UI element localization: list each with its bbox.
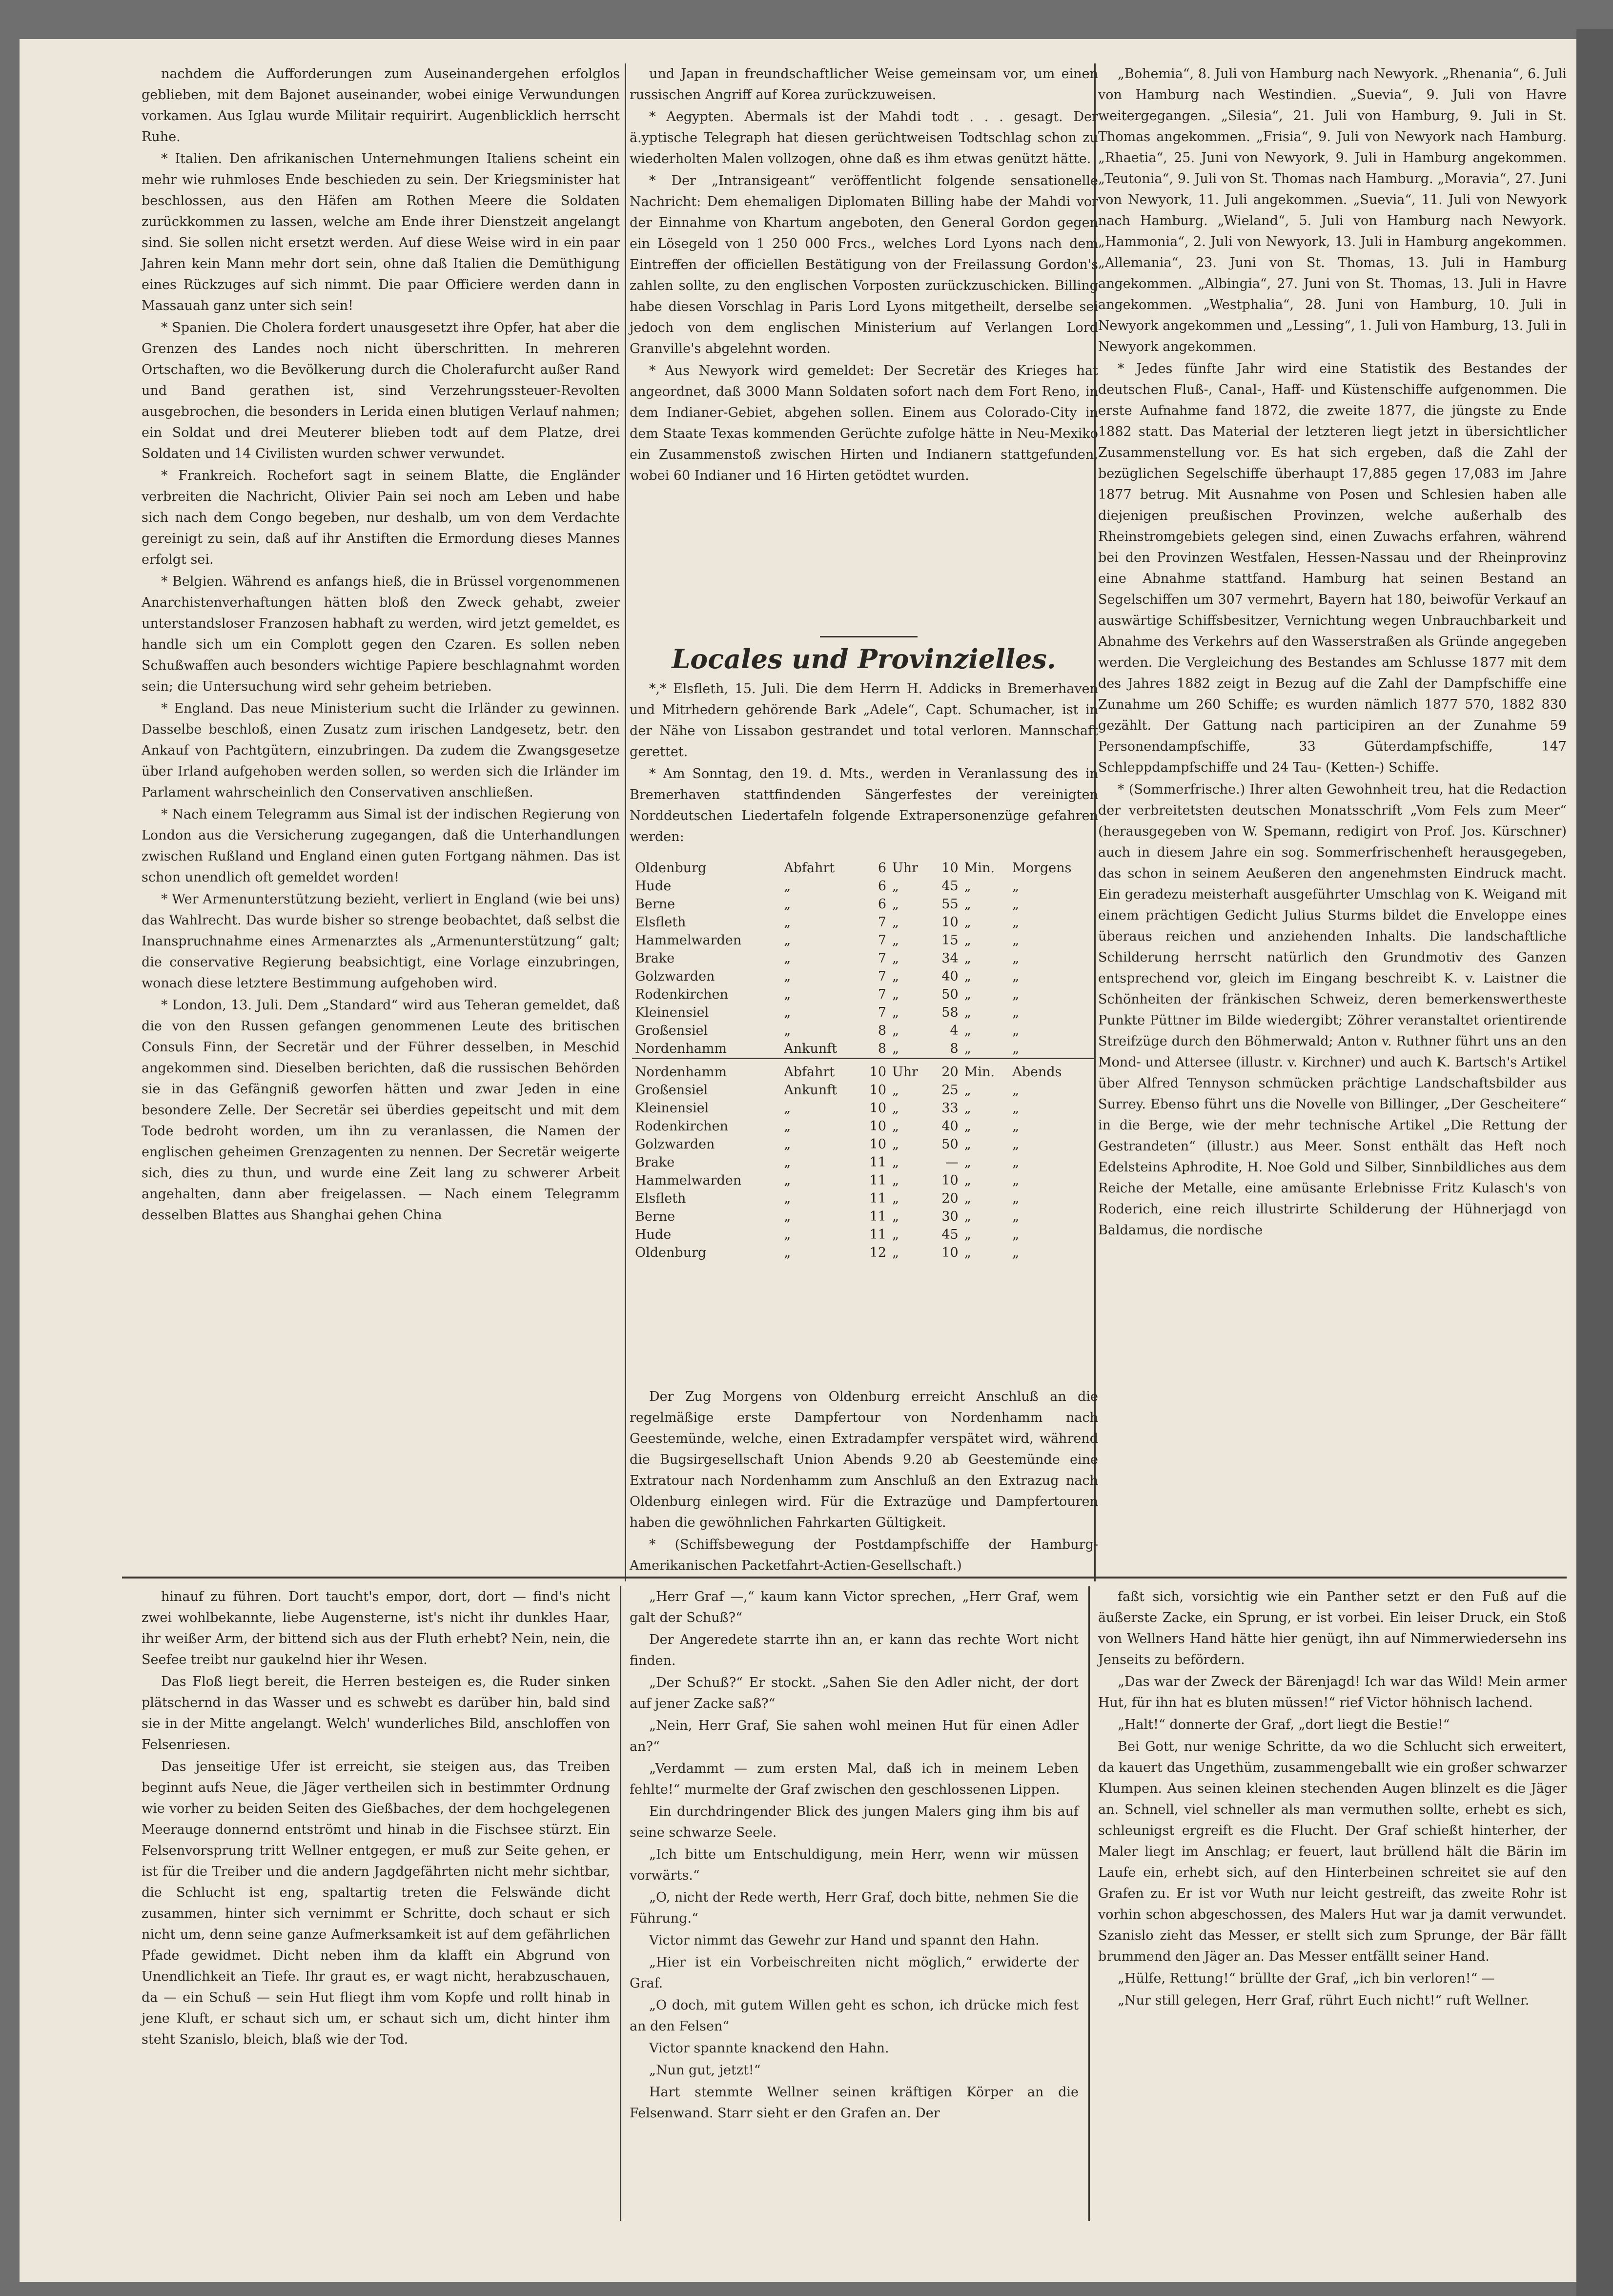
story-rule-1 <box>620 1586 621 2221</box>
timetable-cell: Morgens <box>1012 861 1072 876</box>
timetable-cell: 10 <box>869 1101 886 1116</box>
paragraph: * Nach einem Telegramm aus Simal ist der indischen Regierung von London aus die Versicherung zugegangen, daß die Unterhandlungen zwischen Rußland und England einen guten Fortgang nähmen. Das ist schon unendlich oft gemeldet worden! <box>142 807 620 885</box>
paragraph: Victor nimmt das Gewehr zur Hand und spannt den Hahn. <box>649 1933 1040 1948</box>
timetable-row <box>632 1040 1096 1059</box>
news-column-3 <box>1098 63 1567 1528</box>
timetable-row <box>632 1208 1096 1226</box>
timetable-cell: 11 <box>869 1227 886 1242</box>
timetable-cell: 30 <box>941 1209 959 1224</box>
paragraph: „Ich bitte um Entschuldigung, mein Herr, wenn wir müssen vorwärts.“ <box>630 1847 1079 1883</box>
section-heading: Locales und Provinzielles. <box>672 643 1056 675</box>
timetable-cell: „ <box>892 897 899 912</box>
timetable-cell: 7 <box>878 951 886 966</box>
feuilleton-column-3 <box>1098 1586 1567 2221</box>
timetable-cell: 7 <box>878 915 886 930</box>
timetable-cell: 10 <box>869 1119 886 1134</box>
timetable-cell: „ <box>892 1023 899 1038</box>
paragraph: Das jenseitige Ufer ist erreicht, sie steigen aus, das Treiben beginnt aufs Neue, die Jäger vertheilen sich in bestimmter Ordnung wie vorher zu beiden Seiten des Gießbaches, der dem hochgelegenen Meerauge donnernd entströmt und hinab in die Fischsee stürzt. Ein Felsenvorsprung tritt Wellner entgegen, er muß zur Seite gehen, er ist für die Treiber und die andern Jagdgefährten nicht mehr sichtbar, die Schlucht ist eng, spaltartig treten die Felswände dicht zusammen, hinter sich vernimmt er Schritte, doch schaut er sich nicht um, denn seine ganze Aufmerksamkeit ist auf dem gefährlichen Pfade gewidmet. Dicht neben ihm da klafft ein Abgrund von Unendlichkeit an Tiefe. Ihr graut es, er wagt nicht, herabzuschauen, da — ein Schuß — sein Hut fliegt ihm vom Kopfe und rollt hinab in jene Kluft, er schaut sich um, er schaut sich um, dicht hinter ihm steht Szanislo, bleich, blaß wie der Tod. <box>142 1759 610 2047</box>
timetable-cell: „ <box>892 933 899 948</box>
timetable-cell: 15 <box>941 933 959 948</box>
paragraph: faßt sich, vorsichtig wie ein Panther setzt er den Fuß auf die äußerste Zacke, ein Sprung, er ist vorbei. Ein leiser Druck, ein Stoß von Wellners Hand hätte hier genügt, ihn auf Nimmerwiedersehn ins Jenseits zu befördern. <box>1098 1589 1567 1667</box>
timetable-cell: 6 <box>878 861 886 876</box>
timetable-cell: „ <box>1012 1083 1020 1098</box>
timetable-cell: 20 <box>941 1191 959 1206</box>
section-rule <box>820 636 918 637</box>
timetable-cell: 12 <box>869 1245 886 1260</box>
paragraph: hinauf zu führen. Dort taucht's empor, dort, dort — find's nicht zwei wohlbekannte, liebe Augensterne, ist's nicht ihr dunkles Haar, ihr weißer Arm, der bittend sich aus der Fluth erhebt? Nein, nein, die Seefee treibt nur gaukelnd hier ihr Wesen. <box>142 1589 610 1667</box>
timetable-cell: „ <box>1012 879 1020 894</box>
timetable-cell: „ <box>964 1227 971 1242</box>
timetable-cell: „ <box>892 1191 899 1206</box>
feuilleton-column-1 <box>142 1586 610 2221</box>
paragraph: Der Angeredete starrte ihn an, er kann das rechte Wort nicht finden. <box>630 1632 1079 1668</box>
timetable-row <box>632 1004 1096 1022</box>
paragraph: „Das war der Zweck der Bärenjagd! Ich war das Wild! Mein armer Hut, für ihn hat es bluten müssen!“ rief Victor höhnisch lachend. <box>1098 1674 1567 1710</box>
timetable-cell: Großensiel <box>635 1083 708 1098</box>
paragraph: * Der „Intransigeant“ veröffentlicht folgende sensationelle Nachricht: Dem ehemaligen Diplomaten Billing habe der Mahdi vor der Einnahme von Khartum angeboten, den General Gordon gegen ein Lösegeld von 1 250 000 Frcs., welches Lord Lyons nach dem Eintreffen der officiellen Bestätigung von der Freilassung Gordon's zahlen sollte, zu den englischen Vorposten zurückzuschicken. Billing habe diesen Vorschlag in Paris Lord Lyons mitgetheilt, derselbe sei jedoch von dem englischen Ministerium auf Verlangen Lord Granville's abgelehnt worden. <box>630 173 1098 356</box>
timetable-cell: 50 <box>941 1137 959 1152</box>
timetable-cell: 10 <box>941 861 959 876</box>
timetable-row <box>632 1063 1096 1081</box>
timetable-cell: 11 <box>869 1191 886 1206</box>
timetable-cell: „ <box>784 1023 791 1038</box>
timetable-row <box>632 967 1096 985</box>
timetable-cell: Elsfleth <box>635 915 686 930</box>
timetable-row <box>632 895 1096 913</box>
timetable-cell: „ <box>1012 1119 1020 1134</box>
timetable-cell: „ <box>784 897 791 912</box>
timetable-cell: „ <box>1012 1005 1020 1020</box>
timetable-cell: „ <box>784 1005 791 1020</box>
paragraph: Ein durchdringender Blick des jungen Malers ging ihm bis auf seine schwarze Seele. <box>630 1804 1079 1840</box>
paragraph: „Herr Graf —,“ kaum kann Victor sprechen, „Herr Graf, wem galt der Schuß?“ <box>630 1589 1079 1625</box>
timetable-row <box>632 931 1096 949</box>
paragraph: „O doch, mit gutem Willen geht es schon, ich drücke mich fest an den Felsen“ <box>630 1998 1079 2034</box>
timetable-cell: „ <box>784 879 791 894</box>
timetable-cell: 6 <box>878 897 886 912</box>
timetable-cell: Brake <box>635 951 675 966</box>
timetable-cell: „ <box>784 987 791 1002</box>
timetable-cell: 10 <box>941 915 959 930</box>
timetable-cell: Min. <box>964 1065 995 1080</box>
timetable-cell: 8 <box>878 1041 886 1056</box>
timetable-cell: „ <box>892 1005 899 1020</box>
timetable-cell: „ <box>1012 1101 1020 1116</box>
timetable-cell: Ankunft <box>784 1083 837 1098</box>
feuilleton-rule <box>122 1577 1567 1578</box>
timetable-cell: Oldenburg <box>635 861 707 876</box>
paragraph: und Japan in freundschaftlicher Weise gemeinsam vor, um einen russischen Angriff auf Korea zurückzuweisen. <box>630 66 1098 102</box>
timetable-cell: Rodenkirchen <box>635 1119 729 1134</box>
timetable-cell: „ <box>964 897 971 912</box>
timetable-cell: „ <box>964 915 971 930</box>
column-rule-1 <box>625 63 626 1581</box>
timetable-cell: 10 <box>869 1137 886 1152</box>
timetable-cell: 7 <box>878 987 886 1002</box>
timetable-cell: „ <box>892 1083 899 1098</box>
timetable-cell: 10 <box>869 1065 886 1080</box>
timetable-cell: „ <box>784 951 791 966</box>
timetable-cell: Kleinensiel <box>635 1101 709 1116</box>
timetable-cell: „ <box>964 1023 971 1038</box>
timetable-cell: „ <box>892 1041 899 1056</box>
timetable-cell: „ <box>964 1137 971 1152</box>
timetable-cell: „ <box>964 879 971 894</box>
timetable-cell: „ <box>784 1209 791 1224</box>
timetable-row <box>632 877 1096 895</box>
timetable-cell: „ <box>1012 1245 1020 1260</box>
timetable-cell: „ <box>784 1173 791 1188</box>
timetable-cell: Nordenhamm <box>635 1065 727 1080</box>
timetable-cell: 10 <box>941 1245 959 1260</box>
timetable-cell: 11 <box>869 1173 886 1188</box>
timetable-cell: „ <box>892 1101 899 1116</box>
timetable-cell: „ <box>892 1173 899 1188</box>
paragraph: Bei Gott, nur wenige Schritte, da wo die Schlucht sich erweitert, da kauert das Ungethüm, zusammengeballt wie ein großer schwarzer Klumpen. Aus seinen kleinen stechenden Augen blinzelt es die Jäger an. Schnell, viel schneller als man vermuthen sollte, erhebt es sich, schleunigst ergreift es die Flucht. Der Graf schießt hinterher, der Maler liegt im Anschlag; er feuert, laut brüllend hält die Bärin im Laufe ein, erhebt sich, auf den Hinterbeinen schreitet sie auf den Grafen zu. Er ist vor Wuth nur leicht gestreift, das zweite Rohr ist vorhin schon abgeschossen, des Malers Hut war ja damit verwundet. Szanislo zieht das Messer, er stellt sich zum Sprunge, der Bär fällt brummend den Jäger an. Das Messer entfällt seiner Hand. <box>1098 1739 1567 1964</box>
paragraph: Victor spannte knackend den Hahn. <box>649 2041 889 2056</box>
timetable-cell: „ <box>784 933 791 948</box>
timetable-row <box>632 1135 1096 1153</box>
timetable-cell: „ <box>1012 1155 1020 1170</box>
timetable-cell: „ <box>964 1119 971 1134</box>
timetable-row <box>632 1171 1096 1189</box>
news-column-2 <box>630 63 1098 630</box>
timetable-cell: „ <box>784 1137 791 1152</box>
timetable-cell: 4 <box>950 1023 959 1038</box>
timetable-cell: 7 <box>878 969 886 984</box>
timetable-cell: „ <box>1012 969 1020 984</box>
timetable-row <box>632 949 1096 967</box>
paragraph: „Nein, Herr Graf, Sie sahen wohl meinen Hut für einen Adler an?“ <box>630 1718 1079 1754</box>
paragraph: * Aegypten. Abermals ist der Mahdi todt . . . gesagt. Der ä.yptische Telegraph hat diesen gerüchtweisen Todtschlag schon zu wiederholten Malen vollzogen, ohne daß es ihm etwas genützt hätte. <box>630 109 1098 166</box>
timetable-row <box>632 913 1096 931</box>
timetable-cell: „ <box>1012 933 1020 948</box>
paragraph: *,* Elsfleth, 15. Juli. Die dem Herrn H. Addicks in Bremerhaven und Mitrhedern gehörende Bark „Adele“, Capt. Schumacher, ist in der Nähe von Lissabon gestrandet und total verloren. Mannschaft gerettet. <box>630 681 1098 759</box>
timetable-cell: Berne <box>635 1209 675 1224</box>
timetable-cell: „ <box>964 933 971 948</box>
paragraph: * (Schiffsbewegung der Postdampfschiffe der Hamburg-Amerikanischen Packetfahrt-Actien-Gesellschaft.) <box>630 1537 1098 1573</box>
paragraph: Der Zug Morgens von Oldenburg erreicht Anschluß an die regelmäßige erste Dampfertour von Nordenhamm nach Geestemünde, welche, einen Extradampfer verspätet wird, während die Bugsirgesellschaft Union Abends 9.20 ab Geestemünde eine Extratour nach Nordenhamm zum Anschluß an den Extrazug nach Oldenburg einlegen wird. Für die Extrazüge und Dampfertouren haben die gewöhnlichen Fahrkarten Gültigkeit. <box>630 1389 1098 1530</box>
timetable-cell: 45 <box>941 1227 959 1242</box>
timetable-row <box>632 985 1096 1004</box>
timetable-divider-cell <box>632 1059 1096 1064</box>
timetable-row <box>632 1099 1096 1117</box>
timetable-cell: 25 <box>941 1083 959 1098</box>
timetable-cell: „ <box>1012 1227 1020 1242</box>
paragraph: „Halt!“ donnerte der Graf, „dort liegt die Bestie!“ <box>1118 1717 1450 1732</box>
timetable-cell: 8 <box>950 1041 959 1056</box>
story-rule-2 <box>1088 1586 1090 2221</box>
timetable-cell: „ <box>1012 951 1020 966</box>
timetable-cell: „ <box>1012 915 1020 930</box>
paragraph: „Der Schuß?“ Er stockt. „Sahen Sie den Adler nicht, der dort auf jener Zacke saß?“ <box>630 1675 1079 1711</box>
timetable-cell: 8 <box>878 1023 886 1038</box>
timetable-cell: „ <box>964 987 971 1002</box>
timetable-cell: „ <box>892 987 899 1002</box>
timetable-cell: „ <box>892 1209 899 1224</box>
timetable-cell: „ <box>1012 897 1020 912</box>
timetable-cell: „ <box>1012 1041 1020 1056</box>
timetable-cell: „ <box>892 1155 899 1170</box>
timetable-cell: 20 <box>941 1065 959 1080</box>
timetable-cell: 11 <box>869 1209 886 1224</box>
timetable-cell: „ <box>784 969 791 984</box>
timetable-cell: Min. <box>964 861 995 876</box>
timetable-cell: 45 <box>941 879 959 894</box>
paragraph: * (Sommerfrische.) Ihrer alten Gewohnheit treu, hat die Redaction der verbreitetsten deutschen Monatsschrift „Vom Fels zum Meer“ (herausgegeben von W. Spemann, redigirt von Prof. Jos. Kürschner) auch in diesem Jahre ein sog. Sommerfrischenheft herausgegeben, das schon in seinem Aeußeren den angenehmsten Eindruck macht. Ein geradezu meisterhaft ausgeführter Umschlag von K. Weigand mit einem prächtigen Gedicht Julius Sturms bildet die Enveloppe eines überaus reichen und anziehenden Inhalts. Die landschaftliche Schilderung herrscht natürlich den Grundmotiv des Ganzen entsprechend vor, gleich im Eingang beschreibt K. v. Laistner die Schönheiten der fränkischen Schweiz, deren bemerkenswertheste Punkte Püttner im Bilde wiedergibt; Zöhrer veranstaltet orientirende Streifzüge durch den Böhmerwald; Anton v. Ruthner führt uns an den Mond- und Attersee (illustr. v. Kirchner) und auch K. Bartsch's Artikel über Alfred Tennyson schmücken prächtige Landschaftsbilder aus Surrey. Ebenso führt uns die Novelle von Billinger, „Der Gescheitere“ in die Berge, wie der mehr technische Artikel „Die Rettung der Gestrandeten“ (illustr.) aus Meer. Sonst enthält das Heft noch Edelsteins Aphrodite, H. Noe Gold und Silber, Sinnbildliches aus dem Reiche der Metalle, eine amüsante Erlebnisse Fritz Kulasch's von Roderich, eine reich illustrirte Schilderung der Hühnerjagd von Baldamus, die nordische <box>1098 782 1567 1238</box>
timetable-cell: 50 <box>941 987 959 1002</box>
timetable-cell: 40 <box>941 1119 959 1134</box>
paragraph: „Hier ist ein Vorbeischreiten nicht möglich,“ erwiderte der Graf. <box>630 1955 1079 1991</box>
paragraph: „Bohemia“, 8. Juli von Hamburg nach Newyork. „Rhenania“, 6. Juli von Hamburg nach Westindien. „Suevia“, 9. Juli von Havre weitergegangen. „Silesia“, 21. Juli von Hamburg, 9. Juli in St. Thomas angekommen. „Frisia“, 9. Juli von Newyork nach Hamburg. „Rhaetia“, 25. Juni von Newyork, 9. Juli in Hamburg angekommen. „Teutonia“, 9. Juli von St. Thomas nach Hamburg. „Moravia“, 27. Juni von Newyork, 11. Juli angekommen. „Suevia“, 11. Juli von Newyork nach Hamburg. „Wieland“, 5. Juli von Hamburg nach Newyork. „Hammonia“, 2. Juli von Newyork, 13. Juli in Hamburg angekommen. „Allemania“, 23. Juni von St. Thomas, 13. Juli in Hamburg angekommen. „Albingia“, 27. Juni von St. Thomas, 13. Juli in Havre angekommen. „Westphalia“, 28. Juni von Hamburg, 10. Juli in Newyork angekommen und „Lessing“, 1. Juli von Hamburg, 13. Juli in Newyork angekommen. <box>1098 66 1567 354</box>
timetable-cell: „ <box>964 1005 971 1020</box>
timetable-cell: „ <box>784 1191 791 1206</box>
timetable-cell: „ <box>892 1245 899 1260</box>
timetable-cell: „ <box>784 1227 791 1242</box>
paragraph: * England. Das neue Ministerium sucht die Irländer zu gewinnen. Dasselbe beschloß, einen Zusatz zum irischen Landgesetz, betr. den Ankauf von Pachtgütern, einzubringen. Da zudem die Zwangsgesetze über Irland aufgehoben werden sollen, so werden sich die Irländer im Parlament wahrscheinlich den Conservativen anschließen. <box>142 701 620 800</box>
paragraph: Das Floß liegt bereit, die Herren besteigen es, die Ruder sinken plätschernd in das Wasser und es schwebt es darüber hin, bald sind sie in der Mitte angelangt. Welch' wunderliches Bild, anschloffen von Felsenriesen. <box>142 1674 610 1752</box>
timetable-cell: Nordenhamm <box>635 1041 727 1056</box>
timetable-row <box>632 1244 1096 1262</box>
paragraph: „Verdammt — zum ersten Mal, daß ich in meinem Leben fehlte!“ murmelte der Graf zwischen den geschlossenen Lippen. <box>630 1761 1079 1797</box>
feuilleton-column-2 <box>630 1586 1079 2221</box>
timetable-cell: Großensiel <box>635 1023 708 1038</box>
timetable-cell: Hude <box>635 1227 672 1242</box>
timetable-row <box>632 859 1096 877</box>
paragraph: * London, 13. Juli. Dem „Standard“ wird aus Teheran gemeldet, daß die von den Russen gefangen genommenen Leute des britischen Consuls Finn, der Secretär und der Führer desselben, in Meschid angekommen sind. Dieselben berichten, daß die russischen Behörden sie in das Gefängniß geworfen hätten und zwar Jeden in eine besondere Zelle. Der Secretär sei überdies gepeitscht und mit dem Tode bedroht worden, um ihn zu veranlassen, die Namen der englischen geheimen Grenzagenten zu nennen. Der Secretär weigerte sich, dies zu thun, und wurde eine Zeit lang zu schwerer Arbeit angehalten, dann aber freigelassen. — Nach einem Telegramm desselben Blattes aus Shanghai gehen China <box>142 998 620 1223</box>
timetable-cell: 58 <box>941 1005 959 1020</box>
timetable-row <box>632 1189 1096 1208</box>
timetable-cell: „ <box>892 951 899 966</box>
timetable-cell: „ <box>892 969 899 984</box>
timetable-cell: „ <box>964 1155 971 1170</box>
timetable-cell: 40 <box>941 969 959 984</box>
timetable-cell: „ <box>964 951 971 966</box>
timetable-cell: „ <box>964 969 971 984</box>
timetable-cell: Abends <box>1012 1065 1062 1080</box>
timetable-cell: „ <box>964 1101 971 1116</box>
paragraph: * Wer Armenunterstützung bezieht, verliert in England (wie bei uns) das Wahlrecht. Das wurde bisher so strenge beobachtet, daß selbst die Inanspruchnahme eines Armenarztes als „Armenunterstützung“ galt; die conservative Regierung beabsichtigt, eine Vorlage einzubringen, wonach diese letztere Bestimmung aufgehoben wird. <box>142 892 620 991</box>
timetable-cell: „ <box>1012 987 1020 1002</box>
timetable-cell: 34 <box>941 951 959 966</box>
timetable-cell: Ankunft <box>784 1041 837 1056</box>
paragraph: „Nur still gelegen, Herr Graf, rührt Euch nicht!“ ruft Wellner. <box>1118 1993 1530 2008</box>
timetable-cell: Oldenburg <box>635 1245 707 1260</box>
timetable-row <box>632 1117 1096 1135</box>
timetable-cell: 11 <box>869 1155 886 1170</box>
timetable-cell: Hammelwarden <box>635 1173 742 1188</box>
timetable-row <box>632 1022 1096 1040</box>
paragraph: * Frankreich. Rochefort sagt in seinem Blatte, die Engländer verbreiten die Nachricht, Olivier Pain sei noch am Leben und habe sich nach dem Congo begeben, nur deshalb, um von dem Verdachte gereinigt zu sein, daß auf ihr Anstiften die Ermordung dieses Mannes erfolgt sei. <box>142 468 620 567</box>
timetable-cell: „ <box>964 1173 971 1188</box>
timetable-cell: 7 <box>878 933 886 948</box>
timetable-cell: Abfahrt <box>784 1065 835 1080</box>
timetable-cell: Abfahrt <box>784 861 835 876</box>
timetable-cell: Uhr <box>892 861 919 876</box>
timetable-row <box>632 1081 1096 1099</box>
paragraph: * Jedes fünfte Jahr wird eine Statistik des Bestandes der deutschen Fluß-, Canal-, Haff- und Küstenschiffe aufgenommen. Die erste Aufnahme fand 1872, die zweite 1877, die jüngste zu Ende 1882 statt. Das Material der letzteren liegt jetzt in übersichtlicher Zusammenstellung vor. Es hat sich ergeben, daß die Zahl der bezüglichen Segelschiffe überhaupt 17,885 gegen 17,083 im Jahre 1877 betrug. Mit Ausnahme von Posen und Schlesien haben alle diejenigen preußischen Provinzen, welche außerhalb des Rheinstromgebiets gelegen sind, einen Zuwachs erfahren, während bei den Provinzen Westfalen, Hessen-Nassau und der Rheinprovinz eine Abnahme stattfand. Hamburg hat seinen Bestand an Segelschiffen um 307 vermehrt, Bayern hat 180, beiwofür Verkauf an auswärtige Schiffsbesitzer, Vernichtung wegen Unbrauchbarkeit und Abnahme des Verkehrs auf den Wasserstraßen als Gründe angegeben werden. Die Vergleichung des Bestandes am Schlusse 1877 mit dem des Jahres 1882 zeigt in Bezug auf die Zahl der Dampfschiffe eine Zunahme um 260 Schiffe; es wurden nämlich 1877 570, 1882 830 gezählt. Der Gattung nach participiren an der Zunahme 59 Personendampfschiffe, 33 Güterdampfschiffe, 147 Schleppdampfschiffe und 24 Tau- (Ketten-) Schiffe. <box>1098 361 1567 775</box>
timetable-cell: 7 <box>878 1005 886 1020</box>
paragraph: * Italien. Den afrikanischen Unternehmungen Italiens scheint ein mehr wie ruhmloses Ende beschieden zu sein. Der Kriegsminister hat beschlossen, aus den Häfen am Rothen Meere die Soldaten zurückkommen zu lassen, welche am Ende ihrer Dienstzeit angelangt sind. Sie sollen nicht ersetzt werden. Auf diese Weise wird in ein paar Jahren kein Mann mehr dort sein, ohne daß Italien die Demüthigung eines Rückzuges auf sich nimmt. Die paar Officiere werden dann in Massauah ganz unter sich sein! <box>142 151 620 313</box>
timetable-cell: 55 <box>941 897 959 912</box>
paragraph: * Belgien. Während es anfangs hieß, die in Brüssel vorgenommenen Anarchistenverhaftungen hätten bloß den Zweck gehabt, zweier unterstandsloser Franzosen habhaft zu werden, wird jetzt gemeldet, es handle sich um ein Complott gegen den Czaren. Es sollen neben Schußwaffen auch besonders wichtige Papiere beschlagnahmt worden sein; die Untersuchung wird sehr geheim betrieben. <box>142 574 620 694</box>
timetable-cell: — <box>945 1155 959 1170</box>
paragraph: nachdem die Aufforderungen zum Auseinandergehen erfolglos geblieben, mit dem Bajonet auseinander, wobei einige Verwundungen vorkamen. Aus Iglau wurde Militair requirirt. Augenblicklich herrscht Ruhe. <box>142 66 620 144</box>
timetable-cell: „ <box>784 1101 791 1116</box>
timetable-cell: 6 <box>878 879 886 894</box>
timetable-cell: „ <box>1012 1023 1020 1038</box>
timetable-cell: „ <box>964 1191 971 1206</box>
timetable-cell: Elsfleth <box>635 1191 686 1206</box>
paragraph: * Am Sonntag, den 19. d. Mts., werden in Veranlassung des in Bremerhaven stattfindenden Sängerfestes der vereinigten Norddeutschen Liedertafeln folgende Extrapersonenzüge gefahren werden: <box>630 766 1098 844</box>
timetable-cell: „ <box>1012 1209 1020 1224</box>
scan-edge <box>1576 29 1613 2296</box>
paragraph: „O, nicht der Rede werth, Herr Graf, doch bitte, nehmen Sie die Führung.“ <box>630 1890 1079 1926</box>
timetable-cell: „ <box>964 1245 971 1260</box>
timetable-cell: „ <box>892 1137 899 1152</box>
local-news-column <box>630 678 1098 854</box>
timetable-cell: Hude <box>635 879 672 894</box>
timetable-cell: „ <box>964 1083 971 1098</box>
timetable-cell: „ <box>1012 1173 1020 1188</box>
timetable-cell: „ <box>1012 1191 1020 1206</box>
timetable-cell: „ <box>892 1227 899 1242</box>
timetable-cell: Kleinensiel <box>635 1005 709 1020</box>
timetable-cell: „ <box>784 1155 791 1170</box>
timetable-cell: „ <box>784 1245 791 1260</box>
paragraph: Hart stemmte Wellner seinen kräftigen Körper an die Felsenwand. Starr sieht er den Grafen an. Der <box>630 2085 1079 2121</box>
timetable-divider <box>632 1059 1096 1064</box>
paragraph: * Aus Newyork wird gemeldet: Der Secretär des Krieges hat angeordnet, daß 3000 Mann Soldaten sofort nach dem Fort Reno, in dem Indianer-Gebiet, abgehen sollen. Einem aus Colorado-City in dem Staate Texas kommenden Gerüchte zufolge hätte in Neu-Mexiko ein Zusammenstoß zwischen Hirten und Indianern stattgefunden, wobei 60 Indianer und 16 Hirten getödtet wurden. <box>630 363 1098 483</box>
timetable-cell: Berne <box>635 897 675 912</box>
timetable-cell: Uhr <box>892 1065 919 1080</box>
train-timetable <box>632 859 1096 1262</box>
timetable-cell: „ <box>784 915 791 930</box>
paragraph: „Hülfe, Rettung!“ brüllte der Graf, „ich bin verloren!“ — <box>1118 1971 1495 1986</box>
timetable-cell: Hammelwarden <box>635 933 742 948</box>
timetable-cell: „ <box>964 1041 971 1056</box>
timetable-cell: „ <box>964 1209 971 1224</box>
timetable-cell: 10 <box>941 1173 959 1188</box>
timetable-cell: Golzwarden <box>635 969 715 984</box>
timetable-cell: Rodenkirchen <box>635 987 729 1002</box>
timetable-cell: „ <box>784 1119 791 1134</box>
timetable-row <box>632 1153 1096 1171</box>
paragraph: „Nun gut, jetzt!“ <box>649 2063 761 2078</box>
timetable-cell: „ <box>892 1119 899 1134</box>
timetable-row <box>632 1226 1096 1244</box>
timetable-cell: Golzwarden <box>635 1137 715 1152</box>
paragraph: * Spanien. Die Cholera fordert unausgesetzt ihre Opfer, hat aber die Grenzen des Landes noch nicht überschritten. In mehreren Ortschaften, wo die Bevölkerung durch die Cholerafurcht außer Rand und Band gerathen ist, sind Verzehrungssteuer-Revolten ausgebrochen, die besonders in Lerida einen blutigen Verlauf nahmen; ein Soldat und drei Meuterer blieben todt auf dem Platze, drei Soldaten und 14 Civilisten wurden schwer verwundet. <box>142 320 620 461</box>
timetable-cell: „ <box>1012 1137 1020 1152</box>
local-news-column-continued <box>630 1386 1098 1573</box>
timetable-cell: 33 <box>941 1101 959 1116</box>
timetable-cell: Brake <box>635 1155 675 1170</box>
news-column-1 <box>142 63 620 1528</box>
timetable-cell: „ <box>892 915 899 930</box>
timetable-cell: „ <box>892 879 899 894</box>
timetable-cell: 10 <box>869 1083 886 1098</box>
